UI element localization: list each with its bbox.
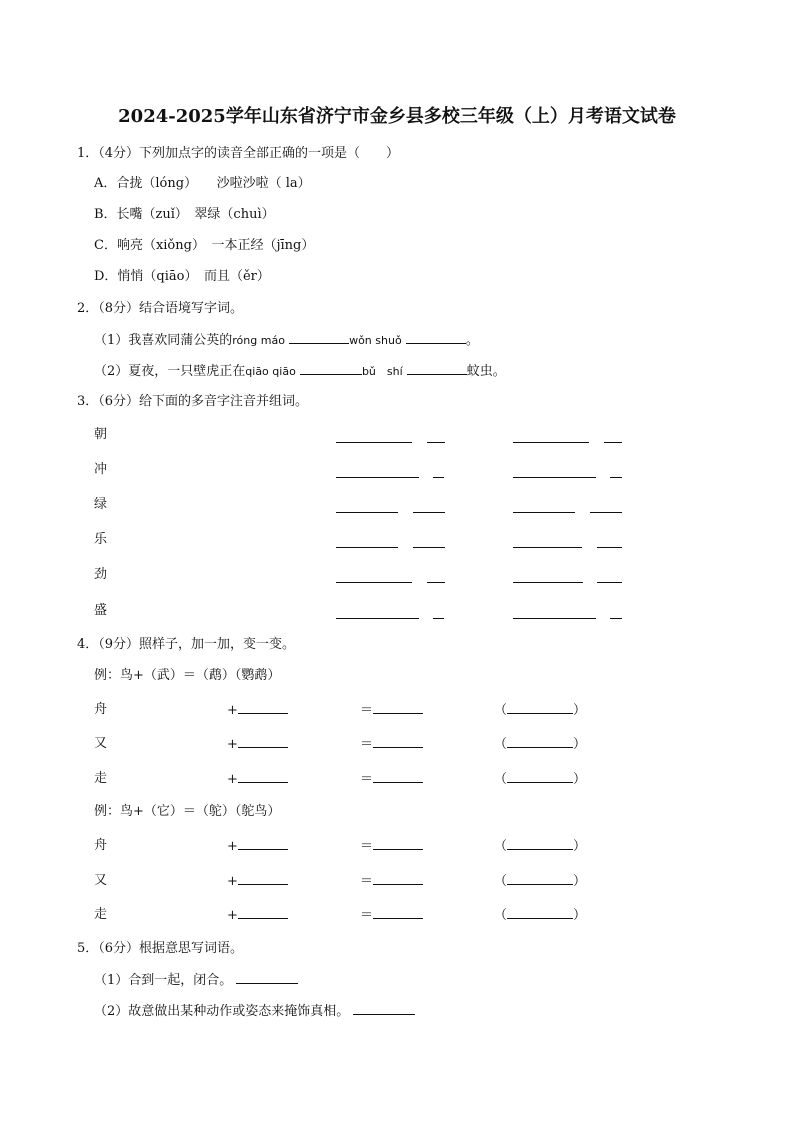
plus-sign: + bbox=[227, 772, 238, 787]
left-paren: （ bbox=[494, 839, 508, 854]
q2-item-2-blank-2[interactable] bbox=[407, 362, 467, 375]
q5-item-1-blank[interactable] bbox=[236, 971, 298, 984]
q2-item-1 bbox=[94, 331, 479, 350]
equals-sign: ＝ bbox=[360, 874, 374, 889]
q4-word-field bbox=[494, 701, 586, 720]
q3-answer-line[interactable] bbox=[433, 477, 444, 478]
q2-item-2-prefix: （2）夏夜，一只壁虎正在 bbox=[94, 364, 246, 379]
right-paren: ） bbox=[573, 772, 587, 787]
q4-word-field bbox=[494, 735, 586, 754]
q4-blank[interactable] bbox=[373, 837, 423, 850]
q2-stem: 2．（8分）结合语境写字词。 bbox=[77, 301, 244, 316]
q5-item-1 bbox=[94, 971, 298, 990]
q3-char: 绿 bbox=[94, 497, 108, 512]
q3-answer-line[interactable] bbox=[513, 582, 583, 583]
q2-item-2-blank-1[interactable] bbox=[300, 362, 362, 375]
q2-item-1-blank-1[interactable] bbox=[289, 331, 349, 344]
q4-blank[interactable] bbox=[238, 906, 288, 919]
q3-answer-line[interactable] bbox=[610, 618, 622, 619]
q4-blank[interactable] bbox=[373, 701, 423, 714]
q4-blank[interactable] bbox=[238, 770, 288, 783]
q3-answer-line[interactable] bbox=[427, 582, 445, 583]
q2-item-1-prefix: （1）我喜欢同蒲公英的 bbox=[94, 333, 233, 348]
q3-answer-line[interactable] bbox=[597, 547, 622, 548]
q3-answer-line[interactable] bbox=[336, 547, 398, 548]
q5-item-2 bbox=[94, 1002, 415, 1021]
q4-example-1: 例：鸟+（武）＝（鹉）（鹦鹉） bbox=[94, 668, 281, 683]
q4-char: 走 bbox=[94, 771, 108, 786]
equals-sign: ＝ bbox=[360, 908, 374, 923]
q3-answer-line[interactable] bbox=[610, 477, 622, 478]
right-paren: ） bbox=[573, 908, 587, 923]
q3-answer-line[interactable] bbox=[513, 547, 582, 548]
left-paren: （ bbox=[494, 703, 508, 718]
q3-answer-line[interactable] bbox=[597, 582, 622, 583]
q2-item-2-suffix: 蚊虫。 bbox=[466, 364, 506, 379]
q4-blank[interactable] bbox=[238, 701, 288, 714]
q4-blank[interactable] bbox=[507, 701, 573, 714]
q3-answer-line[interactable] bbox=[336, 512, 398, 513]
q4-plus-field bbox=[227, 735, 288, 754]
q4-blank[interactable] bbox=[507, 837, 573, 850]
q3-answer-line[interactable] bbox=[336, 582, 412, 583]
q4-word-field bbox=[494, 837, 586, 856]
q3-answer-line[interactable] bbox=[513, 442, 589, 443]
q4-example-2: 例：鸟+（它）＝（鸵）（鸵鸟） bbox=[94, 804, 281, 819]
q4-plus-field bbox=[227, 837, 288, 856]
q3-answer-line[interactable] bbox=[590, 512, 622, 513]
q2-item-2-pinyin-2: bǔ shí bbox=[361, 365, 403, 378]
q5-item-1-text: （1）合到一起，闭合。 bbox=[94, 973, 233, 988]
right-paren: ） bbox=[573, 874, 587, 889]
q4-char: 走 bbox=[94, 907, 108, 922]
equals-sign: ＝ bbox=[360, 703, 374, 718]
q4-blank[interactable] bbox=[238, 735, 288, 748]
q4-char: 又 bbox=[94, 873, 108, 888]
q4-word-field bbox=[494, 872, 586, 891]
q2-item-1-suffix: 。 bbox=[465, 333, 479, 348]
equals-sign: ＝ bbox=[360, 772, 374, 787]
q4-blank[interactable] bbox=[373, 770, 423, 783]
q3-char: 冲 bbox=[94, 462, 108, 477]
page-title: 2024-2025学年山东省济宁市金乡县多校三年级（上）月考语文试卷 bbox=[118, 106, 676, 127]
q4-plus-field bbox=[227, 701, 288, 720]
q4-blank[interactable] bbox=[373, 906, 423, 919]
left-paren: （ bbox=[494, 908, 508, 923]
q4-plus-field bbox=[227, 906, 288, 925]
plus-sign: + bbox=[227, 839, 238, 854]
q4-equals-field bbox=[360, 872, 423, 891]
plus-sign: + bbox=[227, 908, 238, 923]
q3-answer-line[interactable] bbox=[433, 618, 444, 619]
left-paren: （ bbox=[494, 737, 508, 752]
q4-word-field bbox=[494, 906, 586, 925]
q2-item-1-blank-2[interactable] bbox=[406, 331, 466, 344]
q4-equals-field bbox=[360, 770, 423, 789]
equals-sign: ＝ bbox=[360, 839, 374, 854]
q4-blank[interactable] bbox=[238, 837, 288, 850]
q3-char: 盛 bbox=[94, 603, 108, 618]
right-paren: ） bbox=[573, 839, 587, 854]
q4-blank[interactable] bbox=[507, 735, 573, 748]
q3-answer-line[interactable] bbox=[427, 442, 445, 443]
q4-plus-field bbox=[227, 872, 288, 891]
q2-item-1-pinyin-2: wǒn shuǒ bbox=[349, 334, 402, 347]
q4-equals-field bbox=[360, 906, 423, 925]
q2-item-2 bbox=[94, 362, 506, 381]
q4-stem: 4．（9分）照样子，加一加，变一变。 bbox=[77, 637, 296, 652]
q1-option-a: A．合拢（lóng） 沙啦沙啦（ la） bbox=[94, 176, 311, 191]
q3-answer-line[interactable] bbox=[513, 618, 596, 619]
q2-item-1-pinyin-1: róng máo bbox=[232, 334, 285, 347]
q3-answer-line[interactable] bbox=[513, 512, 575, 513]
q4-blank[interactable] bbox=[507, 906, 573, 919]
q1-option-b: B．长嘴（zuǐ） 翠绿（chuì） bbox=[94, 207, 275, 222]
left-paren: （ bbox=[494, 772, 508, 787]
q4-char: 舟 bbox=[94, 702, 108, 717]
right-paren: ） bbox=[573, 703, 587, 718]
q1-option-c: C．响亮（xiǒng） 一本正经（jīng） bbox=[94, 238, 315, 253]
q4-blank[interactable] bbox=[373, 735, 423, 748]
q4-word-field bbox=[494, 770, 586, 789]
q5-item-2-text: （2）故意做出某种动作或姿态来掩饰真相。 bbox=[94, 1004, 350, 1019]
q3-char: 朝 bbox=[94, 427, 108, 442]
q3-answer-line[interactable] bbox=[604, 442, 622, 443]
q3-char: 劲 bbox=[94, 567, 108, 582]
plus-sign: + bbox=[227, 874, 238, 889]
q4-char: 舟 bbox=[94, 838, 108, 853]
plus-sign: + bbox=[227, 737, 238, 752]
q3-answer-line[interactable] bbox=[413, 547, 445, 548]
q3-answer-line[interactable] bbox=[336, 618, 419, 619]
left-paren: （ bbox=[494, 874, 508, 889]
q4-plus-field bbox=[227, 770, 288, 789]
q2-item-2-pinyin-1: qiāo qiāo bbox=[245, 365, 296, 378]
q4-blank[interactable] bbox=[238, 872, 288, 885]
plus-sign: + bbox=[227, 703, 238, 718]
q4-blank[interactable] bbox=[507, 770, 573, 783]
q3-answer-line[interactable] bbox=[336, 477, 419, 478]
q5-item-2-blank[interactable] bbox=[353, 1002, 415, 1015]
q4-equals-field bbox=[360, 701, 423, 720]
q1-option-d: D．悄悄（qiāo） 而且（ěr） bbox=[94, 269, 270, 284]
right-paren: ） bbox=[573, 737, 587, 752]
equals-sign: ＝ bbox=[360, 737, 374, 752]
q3-answer-line[interactable] bbox=[336, 442, 412, 443]
q4-char: 又 bbox=[94, 736, 108, 751]
q3-answer-line[interactable] bbox=[413, 512, 445, 513]
q4-blank[interactable] bbox=[373, 872, 423, 885]
q3-stem: 3．（6分）给下面的多音字注音并组词。 bbox=[77, 394, 309, 409]
q4-equals-field bbox=[360, 735, 423, 754]
q1-stem: 1．（4分）下列加点字的读音全部正确的一项是（ ） bbox=[77, 146, 400, 161]
q3-answer-line[interactable] bbox=[513, 477, 596, 478]
q4-equals-field bbox=[360, 837, 423, 856]
q4-blank[interactable] bbox=[507, 872, 573, 885]
q5-stem: 5．（6分）根据意思写词语。 bbox=[77, 941, 244, 956]
q3-char: 乐 bbox=[94, 532, 108, 547]
